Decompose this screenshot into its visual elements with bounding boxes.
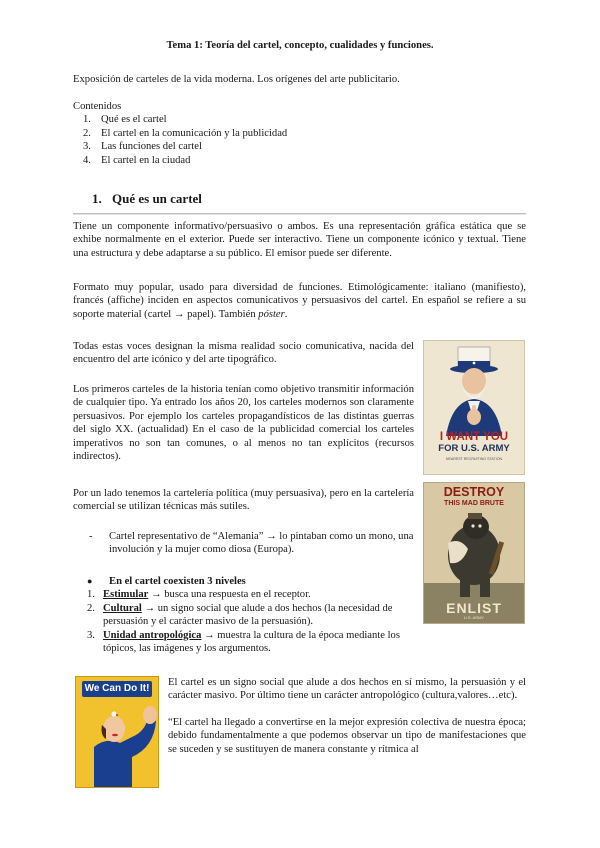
poster-headline: I WANT YOU (439, 431, 509, 443)
uncle-sam-poster (423, 340, 525, 475)
contents-list (73, 113, 473, 167)
level-item: 3. Unidad antropológica → muestra la cultura de la época mediante los tópicos, las imágenes y los argumentos. (87, 629, 400, 655)
paragraph-definition: Tiene un componente informativo/persuasivo o ambos. Es una representación gráfica estática que se exhibe normalmente en el exterior. Puede ser interactivo. Tiene un componente icónico y textual. Tiene una estructura y debe adaptarse a su público. El emisor puede ser diferente. (73, 221, 526, 259)
paragraph-political: Por un lado tenemos la cartelería política (muy persuasiva), pero en la cartelería comercial se utilizan técnicas más sutiles. (73, 488, 414, 513)
document-title: Tema 1: Teoría del cartel, concepto, cualidades y funciones. (166, 40, 434, 51)
contents-item: 3. Las funciones del cartel (83, 141, 202, 153)
levels-block (73, 575, 418, 655)
poster-headline: DESTROY (443, 485, 505, 499)
poster-headline: We Can Do It! (84, 683, 150, 694)
poster-subline: THIS MAD BRUTE (444, 500, 504, 507)
uncle-sam-illustration (424, 341, 524, 474)
we-can-do-it-poster (75, 676, 159, 788)
contents-item: 2. El cartel en la comunicación y la publicidad (83, 127, 288, 139)
rosie-illustration (76, 677, 158, 787)
section-divider (73, 213, 526, 215)
contents-item: 1. Qué es el cartel (83, 114, 167, 126)
section-heading: 1. Qué es un cartel (92, 191, 202, 206)
level-item: 2. Cultural → un signo social que alude a dos hechos (la necesidad de persuasión y el carácter masivo de la persuasión). (87, 602, 393, 628)
paragraph-voices: Todas estas voces designan la misma realidad socio comunicativa, nacida del encuentro del arte icónico y del arte tipográfico. (73, 341, 414, 366)
contents-block (73, 100, 473, 167)
dash-list-item: - Cartel representativo de “Alemania” → lo pintaban como un mono, una involución y la mujer como diosa (Europa). (89, 531, 414, 556)
levels-list (73, 588, 418, 655)
paragraph-etymology: Formato muy popular, usado para diversidad de funciones. Etimológicamente: italiano (manifiesto), francés (affiche) inciden en aspectos comunicativos y persuasivos del cartel. En español se refiere a su soporte material (cartel → papel). También póster. (73, 282, 526, 320)
intro-text: Exposición de carteles de la vida moderna. Los orígenes del arte publicitario. (73, 74, 400, 85)
paragraph-social-sign: El cartel es un signo social que alude a dos hechos en sí mismo, la persuasión y el carácter masivo. Por último tiene un carácter antropológico (cultura,valores…etc). (168, 677, 526, 702)
poster-small-text: U.S. ARMY (463, 615, 485, 620)
destroy-brute-poster (423, 482, 525, 624)
level-item: 1. Estimular → busca una respuesta en el receptor. (87, 589, 311, 601)
contents-item: 4. El cartel en la ciudad (83, 154, 191, 166)
paragraph-history: Los primeros carteles de la historia tenían como objetivo transmitir información de cualquier tipo. Ya entrado los años 20, los carteles modernos son claramente persuasivos. Por ejemplo los carteles propagandísticos de las distintas guerras del siglo XX. (actualidad) En el caso de la publicidad comercial los carteles imperativos no son tan comunes, o al menos no tan explícitos (recursos indirectos). (73, 384, 414, 463)
poster-subline: FOR U.S. ARMY (438, 443, 510, 454)
paragraph-quote: “El cartel ha llegado a convertirse en la mejor expresión colectiva de nuestra época; debido fundamentalmente a que podemos observar un tipo de manifestaciones que se suceden y se sustituyen de manera constante y rítmica al (168, 717, 526, 755)
levels-heading: ● En el cartel coexisten 3 niveles (87, 576, 246, 587)
poster-small-text: NEAREST RECRUITING STATION (445, 457, 503, 461)
contents-heading: Contenidos (73, 101, 122, 112)
poster-enlist: ENLIST (446, 600, 502, 616)
